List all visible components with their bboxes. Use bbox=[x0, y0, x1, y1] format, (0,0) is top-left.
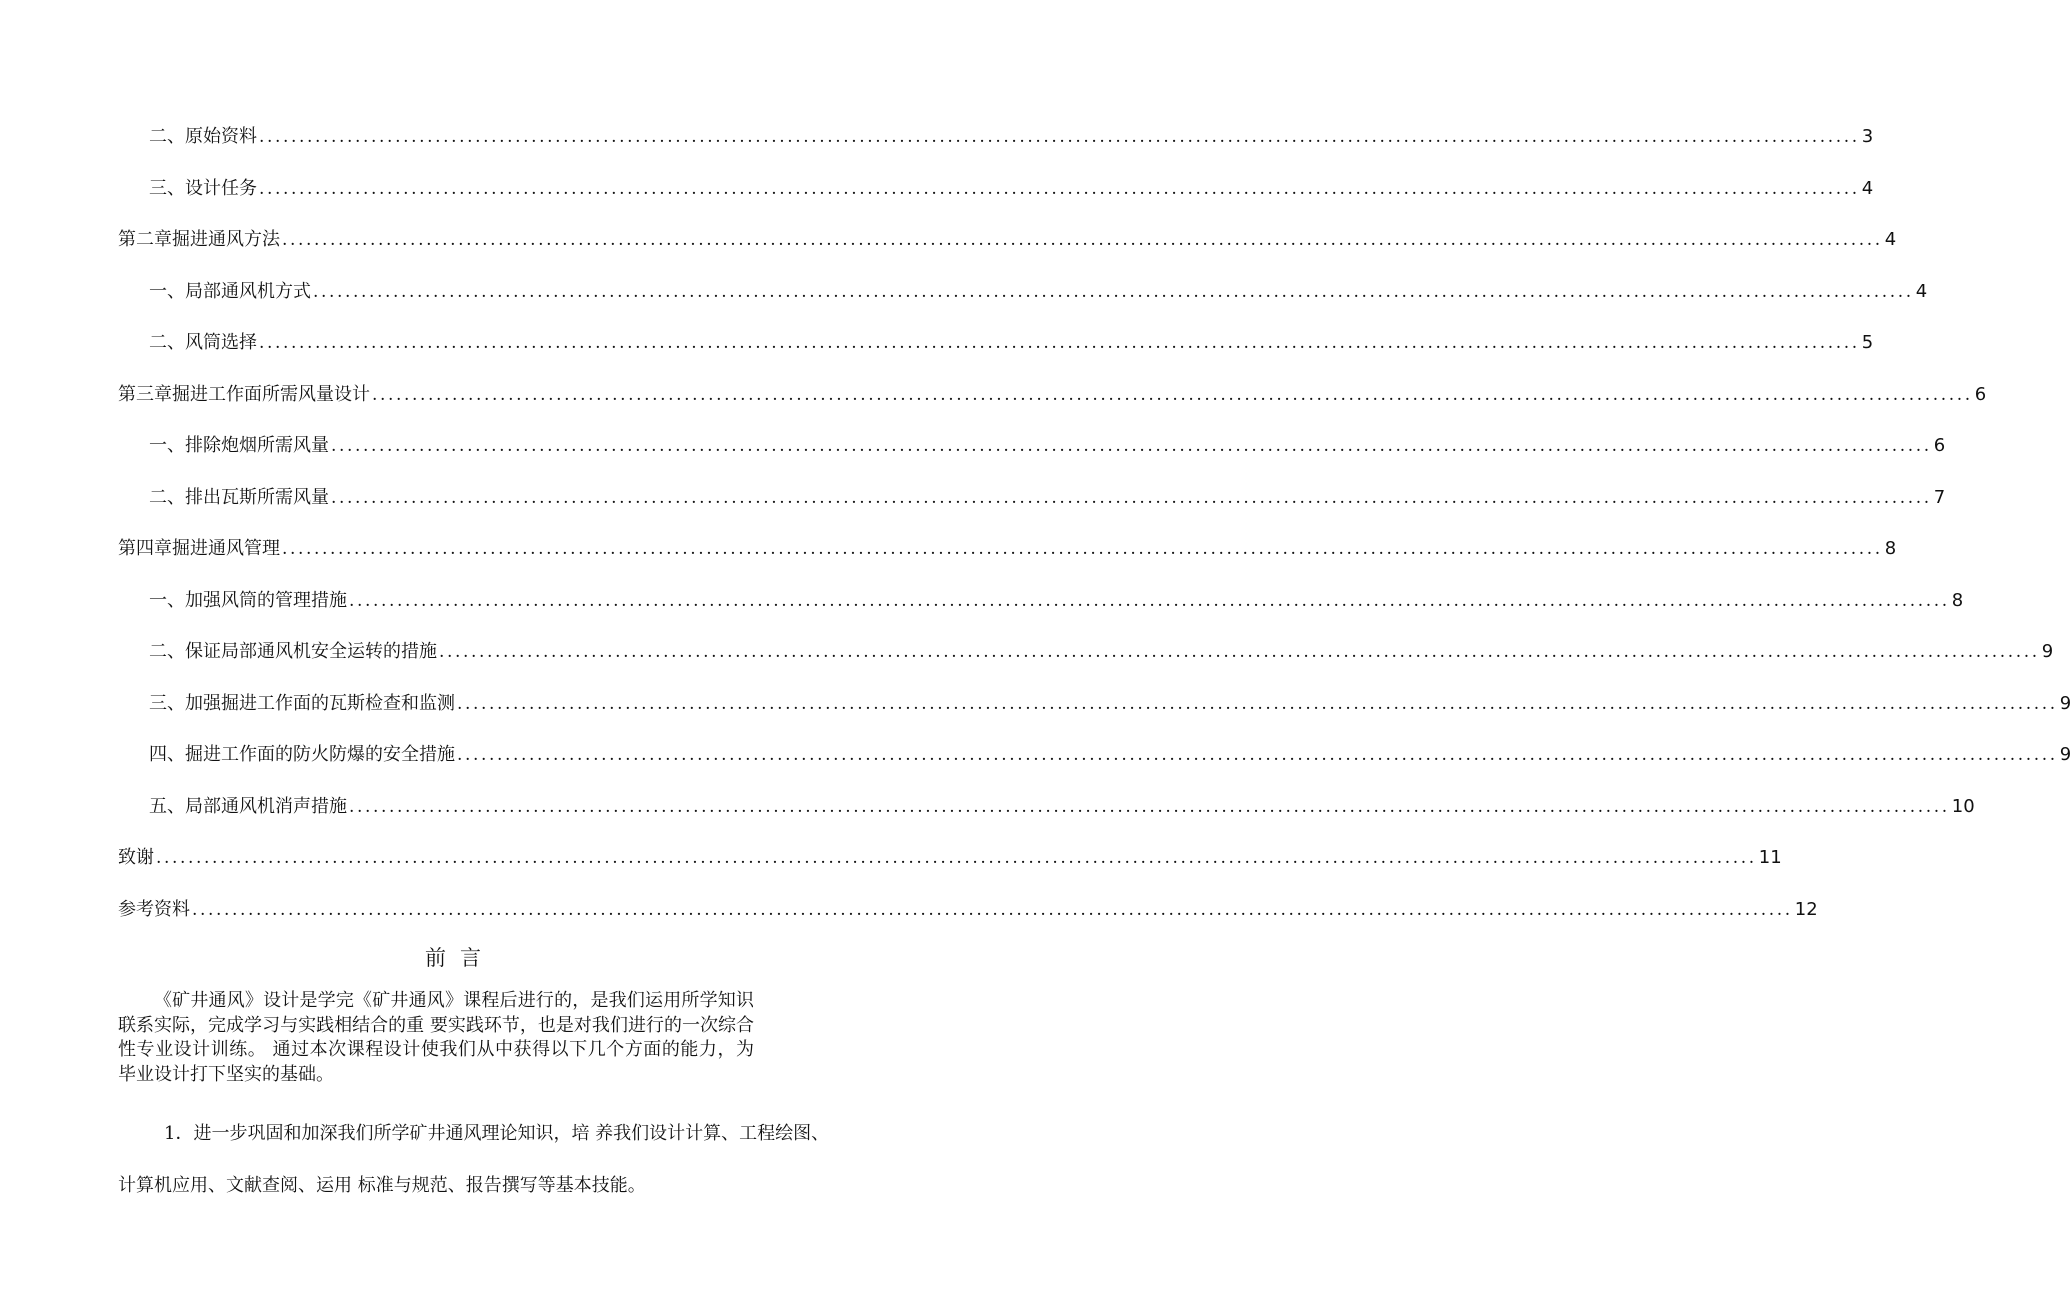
toc-entry[interactable] bbox=[118, 324, 1874, 376]
toc-entry[interactable] bbox=[118, 736, 2071, 788]
toc-entry[interactable] bbox=[118, 788, 1975, 840]
toc-leader-dots: ........................................................................................................................................................................................................ bbox=[331, 487, 1932, 508]
toc-entry-title: 一、加强风筒的管理措施 bbox=[149, 589, 347, 611]
toc-entry[interactable] bbox=[118, 427, 1946, 479]
toc-entry[interactable] bbox=[118, 479, 1946, 531]
toc-entry-title: 三、加强掘进工作面的瓦斯检查和监测 bbox=[149, 692, 455, 714]
toc-entry[interactable] bbox=[118, 376, 1987, 428]
toc-entry[interactable] bbox=[118, 891, 1818, 943]
toc-entry-title: 第四章掘进通风管理 bbox=[118, 538, 280, 559]
toc-leader-dots: ........................................................................................................................................................................................................ bbox=[439, 642, 2040, 662]
toc-leader-dots: ........................................................................................................................................................................................................ bbox=[349, 796, 1950, 817]
toc-entry-title: 二、原始资料 bbox=[149, 126, 257, 147]
toc-entry[interactable] bbox=[118, 273, 1928, 325]
toc-entry-page: 7 bbox=[1933, 486, 1946, 508]
toc-entry-title: 参考资料 bbox=[118, 898, 190, 920]
toc-entry-page: 12 bbox=[1794, 898, 1818, 920]
toc-entry-title: 第三章掘进工作面所需风量设计 bbox=[118, 383, 370, 405]
toc-entry-page: 9 bbox=[2059, 744, 2071, 765]
toc-leader-dots: ........................................................................................................................................................................................................ bbox=[457, 745, 2058, 765]
toc-entry-page: 4 bbox=[1861, 177, 1874, 199]
toc-entry[interactable] bbox=[118, 530, 1897, 582]
toc-leader-dots: ........................................................................................................................................................................................................ bbox=[259, 178, 1860, 199]
toc-entry-page: 9 bbox=[2059, 692, 2071, 714]
toc-entry-page: 4 bbox=[1915, 280, 1928, 302]
toc-leader-dots: ........................................................................................................................................................................................................ bbox=[156, 848, 1757, 868]
toc-entry-page: 6 bbox=[1933, 435, 1946, 456]
toc-entry-page: 11 bbox=[1758, 847, 1782, 868]
toc-entry-title: 四、掘进工作面的防火防爆的安全措施 bbox=[149, 744, 455, 765]
toc-entry-title: 二、风筒选择 bbox=[149, 332, 257, 353]
toc-entry-page: 8 bbox=[1951, 589, 1964, 611]
toc-entry-title: 五、局部通风机消声措施 bbox=[149, 795, 347, 817]
toc-leader-dots: ........................................................................................................................................................................................................ bbox=[192, 899, 1793, 920]
toc-entry[interactable] bbox=[118, 633, 2054, 685]
toc-entry-title: 致谢 bbox=[118, 847, 154, 868]
toc-entry-title: 一、排除炮烟所需风量 bbox=[149, 435, 329, 456]
toc-entry-title: 第二章掘进通风方法 bbox=[118, 229, 280, 250]
toc-entry-page: 10 bbox=[1951, 795, 1975, 817]
toc-entry-title: 三、设计任务 bbox=[149, 177, 257, 199]
toc-entry-title: 二、保证局部通风机安全运转的措施 bbox=[149, 641, 437, 662]
toc-entry[interactable] bbox=[118, 839, 1782, 891]
toc-entry-page: 5 bbox=[1861, 332, 1874, 353]
toc-entry-page: 6 bbox=[1974, 383, 1987, 405]
toc-leader-dots: ........................................................................................................................................................................................................ bbox=[259, 333, 1860, 353]
toc-leader-dots: ........................................................................................................................................................................................................ bbox=[349, 590, 1950, 611]
toc-entry-page: 9 bbox=[2041, 641, 2054, 662]
toc-entry[interactable] bbox=[118, 221, 1897, 273]
table-of-contents bbox=[118, 118, 2071, 942]
toc-entry[interactable] bbox=[118, 170, 1874, 222]
preface-paragraph: 《矿井通风》设计是学完《矿井通风》课程后进行的，是我们运用所学知识联系实际，完成学习与实践相结合的重 要实践环节，也是对我们进行的一次综合性专业设计训练。 通过本次课程设计使我们从中获得以下几个方面的能力，为 毕业设计打下坚实的基础。 bbox=[118, 990, 754, 1085]
toc-leader-dots: ........................................................................................................................................................................................................ bbox=[282, 539, 1883, 559]
toc-leader-dots: ........................................................................................................................................................................................................ bbox=[282, 230, 1883, 250]
toc-leader-dots: ........................................................................................................................................................................................................ bbox=[313, 281, 1914, 302]
toc-leader-dots: ........................................................................................................................................................................................................ bbox=[372, 384, 1973, 405]
toc-entry-page: 3 bbox=[1861, 126, 1874, 147]
toc-leader-dots: ........................................................................................................................................................................................................ bbox=[457, 693, 2058, 714]
toc-entry[interactable] bbox=[118, 685, 2071, 737]
toc-entry-title: 一、局部通风机方式 bbox=[149, 280, 311, 302]
preface-item-1: 1．进一步巩固和加深我们所学矿井通风理论知识，培 养我们设计计算、工程绘图、计算机应用、文献查阅、运用 标准与规范、报告撰写等基本技能。 bbox=[118, 1123, 830, 1196]
toc-entry-page: 8 bbox=[1884, 538, 1897, 559]
preface-heading: 前言 bbox=[425, 946, 495, 970]
toc-leader-dots: ........................................................................................................................................................................................................ bbox=[331, 436, 1932, 456]
toc-entry[interactable] bbox=[118, 582, 1964, 634]
toc-leader-dots: ........................................................................................................................................................................................................ bbox=[259, 127, 1860, 147]
toc-entry-title: 二、排出瓦斯所需风量 bbox=[149, 486, 329, 508]
toc-entry[interactable] bbox=[118, 118, 1874, 170]
toc-entry-page: 4 bbox=[1884, 229, 1897, 250]
